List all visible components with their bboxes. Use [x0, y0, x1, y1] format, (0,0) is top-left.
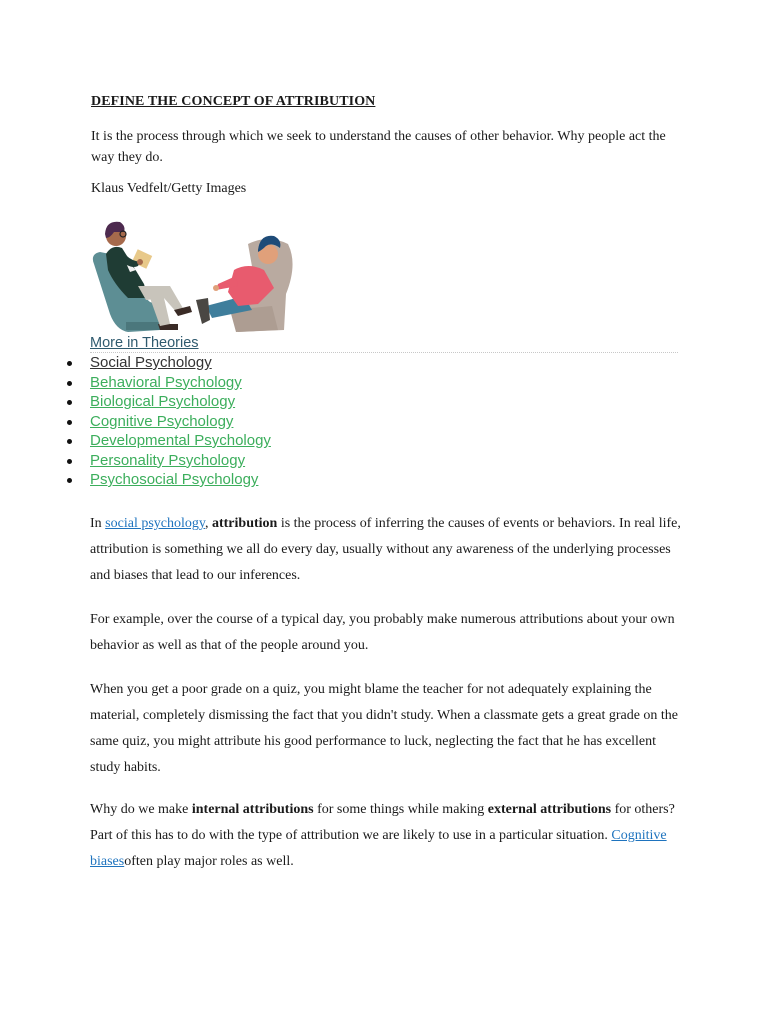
theory-link-behavioral[interactable]: Behavioral Psychology	[90, 373, 242, 391]
theory-link-developmental[interactable]: Developmental Psychology	[90, 432, 271, 449]
bullet-icon	[67, 459, 72, 464]
theory-link-psychosocial[interactable]: Psychosocial Psychology	[90, 471, 259, 488]
list-item	[90, 392, 271, 412]
bullet-icon	[67, 439, 72, 444]
paragraph-quiz: When you get a poor grade on a quiz, you might blame the teacher for not adequately explaining the material, completely dismissing the fact that you didn't study. When a classmate gets a great grade on the same quiz, you might attribute his good performance to luck, neglecting the fact that he has excellent study habits.	[90, 682, 679, 775]
therapy-session-illustration	[88, 214, 300, 336]
bold-term: external attributions	[487, 802, 612, 817]
paragraph-question	[90, 797, 682, 875]
text: In	[90, 516, 106, 531]
list-item	[90, 373, 271, 393]
theory-link-social[interactable]: Social Psychology	[90, 354, 212, 371]
text: is the process of inferring the causes of events or behaviors. In real life, attribution is something we all do every day, usually without any awareness of the underlying processes and biases that lead to our inferences.	[90, 516, 681, 583]
theory-link-cognitive[interactable]: Cognitive Psychology	[90, 412, 234, 430]
social-psychology-link[interactable]: social psychology	[105, 516, 205, 531]
cognitive-biases-link[interactable]: Cognitive biases	[90, 828, 667, 869]
bold-term: internal attributions	[191, 802, 314, 817]
text: often play major roles as well.	[124, 854, 294, 869]
paragraph-definition	[90, 511, 682, 589]
bullet-icon	[67, 361, 72, 366]
bullet-icon	[67, 478, 72, 483]
bold-term: attribution	[211, 516, 278, 531]
intro-paragraph: It is the process through which we seek to understand the causes of other behavior. Why people act the way they do.	[91, 129, 666, 165]
bullet-icon	[67, 420, 72, 425]
theory-link-personality[interactable]: Personality Psychology	[90, 451, 246, 469]
list-item	[90, 470, 271, 490]
text: for some things while making	[313, 802, 488, 817]
list-item	[90, 412, 271, 432]
list-item	[90, 431, 271, 451]
list-item	[90, 353, 271, 373]
theories-list	[90, 353, 271, 490]
paragraph-example: For example, over the course of a typical day, you probably make numerous attributions about your own behavior as well as that of the people around you.	[90, 612, 675, 653]
text: ,	[204, 516, 212, 531]
theory-link-biological[interactable]: Biological Psychology	[90, 393, 236, 410]
text: for others? Part of this has to do with the type of attribution we are likely to use in a particular situation.	[90, 802, 675, 843]
text: Why do we make	[90, 802, 192, 817]
bullet-icon	[67, 400, 72, 405]
page-heading: DEFINE THE CONCEPT OF ATTRIBUTION	[91, 94, 376, 109]
more-in-theories-link[interactable]: More in Theories	[90, 335, 199, 351]
bullet-icon	[67, 381, 72, 386]
image-credit: Klaus Vedfelt/Getty Images	[91, 181, 247, 196]
list-item	[90, 451, 271, 471]
